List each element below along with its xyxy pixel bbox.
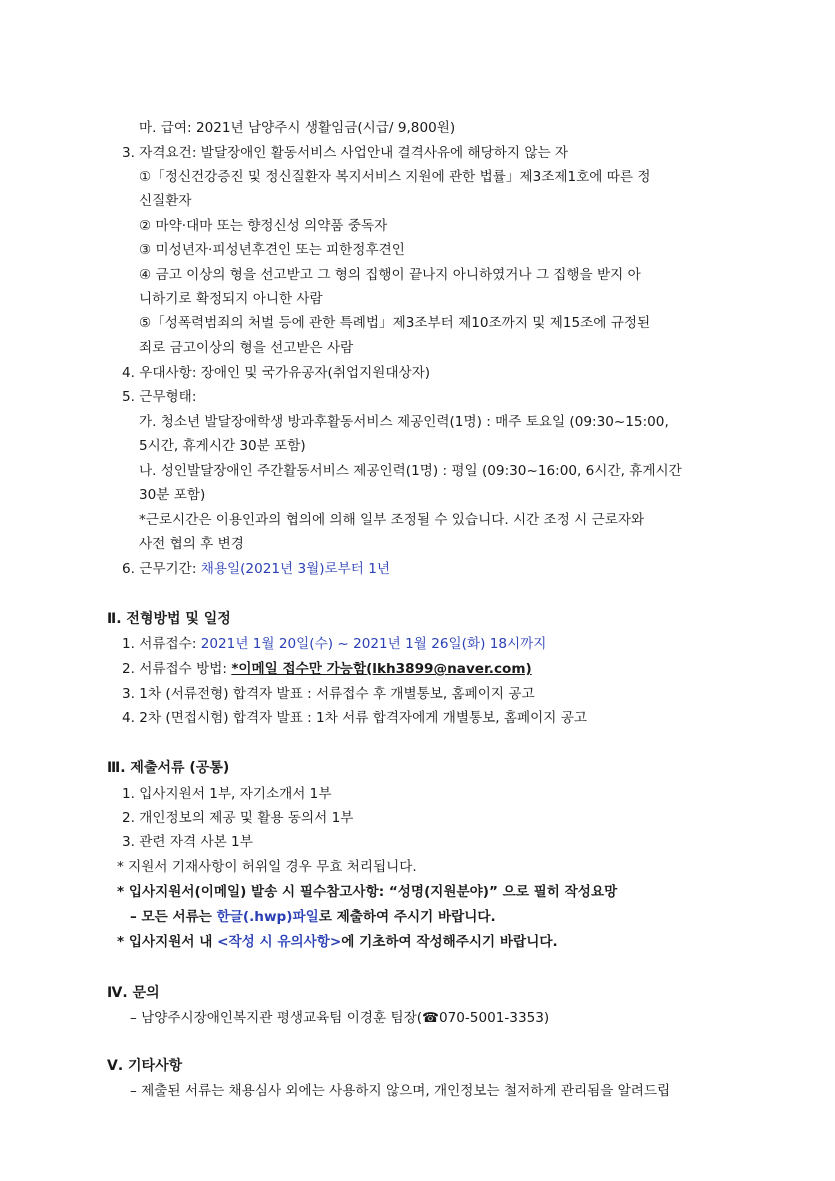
work-period-value: 채용일(2021년 3월)로부터 1년: [200, 561, 391, 577]
work-period-item: [122, 560, 390, 578]
application-period-value: 2021년 1월 20일(수) ~ 2021년 1월 26일(화) 18시까지: [200, 636, 547, 652]
application-method: [122, 660, 532, 678]
writing-guide-note-post: 에 기초하여 작성해주시기 바랍니다.: [341, 934, 558, 950]
writing-guide-note-pre: * 입사지원서 내: [117, 934, 218, 950]
document-item-2: 2. 개인정보의 제공 및 활용 동의서 1부: [122, 810, 354, 826]
qualification-4-line-b: 니하기로 확정되지 아니한 사람: [139, 291, 323, 307]
document-item-1: 1. 입사지원서 1부, 자기소개서 1부: [122, 786, 332, 802]
section-3-heading: Ⅲ. 제출서류 (공통): [107, 760, 230, 776]
work-type-na-line-b: 30분 포함): [139, 487, 206, 503]
contact-line: – 남양주시장애인복지관 평생교육팀 이경훈 팀장(☎070-5001-3353): [130, 1010, 550, 1026]
work-type-ga-line-a: 가. 청소년 발달장애학생 방과후활동서비스 제공인력(1명) : 매주 토요일 (09:30~15:00,: [139, 414, 669, 430]
false-info-note: * 지원서 기재사항이 허위일 경우 무효 처리됩니다.: [117, 859, 417, 875]
qualification-5-line-b: 죄로 금고이상의 형을 선고받은 사람: [139, 340, 354, 356]
work-type-item: 5. 근무형태:: [122, 389, 197, 405]
file-format-note-pre: – 모든 서류는: [130, 909, 217, 925]
preference-item: 4. 우대사항: 장애인 및 국가유공자(취업지원대상자): [122, 365, 431, 381]
work-period-label: 6. 근무기간:: [122, 561, 201, 577]
section-2-heading: Ⅱ. 전형방법 및 일정: [107, 611, 231, 627]
section-4-heading: Ⅳ. 문의: [107, 985, 160, 1001]
document-item-3: 3. 관련 자격 사본 1부: [122, 834, 253, 850]
first-round-announcement: 3. 1차 (서류전형) 합격자 발표 : 서류접수 후 개별통보, 홈페이지 공고: [122, 686, 535, 702]
file-format-note: [130, 908, 496, 926]
file-format-note-post: 로 제출하여 주시기 바랍니다.: [318, 909, 496, 925]
application-method-label: 2. 서류접수 방법:: [122, 661, 232, 677]
application-period-label: 1. 서류접수:: [122, 636, 201, 652]
work-type-na-line-a: 나. 성인발달장애인 주간활동서비스 제공인력(1명) : 평일 (09:30~16:00, 6시간, 휴게시간: [139, 463, 682, 479]
file-format-hwp: 한글(.hwp)파일: [216, 909, 319, 925]
writing-guide-ref: <작성 시 유의사항>: [217, 934, 342, 950]
qualification-item: 3. 자격요건: 발달장애인 활동서비스 사업안내 결격사유에 해당하지 않는 자: [122, 145, 569, 161]
writing-guide-note: [117, 933, 558, 951]
qualification-1-line-b: 신질환자: [139, 193, 192, 209]
work-hours-note-b: 사전 협의 후 변경: [139, 536, 244, 552]
email-subject-note: * 입사지원서(이메일) 발송 시 필수참고사항: “성명(지원분야)” 으로 필히 작성요망: [117, 884, 618, 900]
qualification-2: ② 마약·대마 또는 향정신성 의약품 중독자: [139, 218, 388, 234]
section-5-heading: Ⅴ. 기타사항: [107, 1058, 183, 1074]
qualification-4-line-a: ④ 금고 이상의 형을 선고받고 그 형의 집행이 끝나지 아니하였거나 그 집행을 받지 아: [139, 267, 641, 283]
qualification-3: ③ 미성년자·피성년후견인 또는 피한정후견인: [139, 242, 405, 258]
work-hours-note-a: *근로시간은 이용인과의 협의에 의해 일부 조정될 수 있습니다. 시간 조정 시 근로자와: [139, 512, 645, 528]
qualification-5-line-a: ⑤「성폭력범죄의 처벌 등에 관한 특례법」제3조부터 제10조까지 및 제15조에 규정된: [139, 315, 651, 331]
work-type-ga-line-b: 5시간, 휴게시간 30분 포함): [139, 438, 306, 454]
second-round-announcement: 4. 2차 (면접시험) 합격자 발표 : 1차 서류 합격자에게 개별통보, 홈페이지 공고: [122, 710, 587, 726]
privacy-line: – 제출된 서류는 채용심사 외에는 사용하지 않으며, 개인정보는 철저하게 관리됨을 알려드립: [130, 1083, 671, 1099]
application-period: [122, 635, 546, 653]
application-method-email: *이메일 접수만 가능함(lkh3899@naver.com): [231, 661, 532, 677]
qualification-1-line-a: ①「정신건강증진 및 정신질환자 복지서비스 지원에 관한 법률」제3조제1호에 따른 정: [139, 169, 651, 185]
salary-line: 마. 급여: 2021년 남양주시 생활임금(시급/ 9,800원): [139, 120, 456, 136]
